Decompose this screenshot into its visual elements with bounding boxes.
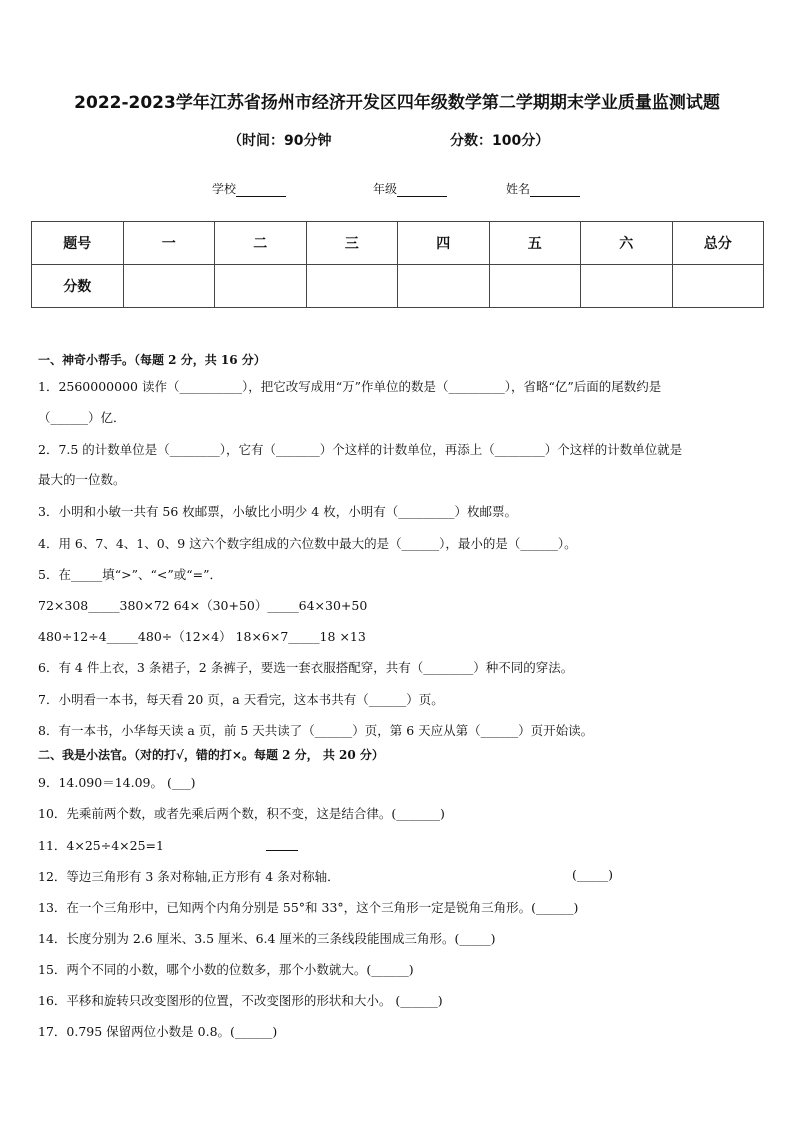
- grade-field: [373, 180, 447, 197]
- score-cell: 四: [398, 222, 490, 265]
- school-field: [212, 180, 286, 197]
- answer-blank-11[interactable]: [266, 838, 298, 851]
- grade-blank[interactable]: [397, 184, 447, 197]
- question-line: 11．4×25÷4×25=1: [38, 838, 164, 853]
- exam-score: 分数：100分）: [450, 133, 550, 149]
- question-line: 最大的一位数。: [38, 472, 126, 487]
- question-line: 15．两个不同的小数，哪个小数的位数多，那个小数就大。(______): [38, 962, 414, 977]
- question-line: 17．0.795 保留两位小数是 0.8。(______): [38, 1024, 278, 1039]
- question-line: 5．在_____填“>”、“<”或“=”．: [38, 567, 222, 582]
- score-cell: 二: [215, 222, 307, 265]
- score-cell: 题号: [32, 222, 124, 265]
- score-input-cell[interactable]: [215, 265, 307, 308]
- score-table-header-row: [32, 222, 764, 265]
- section-1-heading: 一、神奇小帮手。（每题 2 分，共 16 分）: [38, 353, 266, 367]
- score-input-cell[interactable]: [123, 265, 215, 308]
- question-line: 3．小明和小敏一共有 56 枚邮票，小敏比小明少 4 枚，小明有（_________）枚邮票。: [38, 504, 517, 519]
- answer-blank-12[interactable]: (_____): [572, 867, 614, 882]
- section-2-heading: 二、我是小法官。（对的打√，错的打×。每题 2 分， 共 20 分）: [38, 748, 384, 762]
- score-cell: 六: [581, 222, 673, 265]
- school-blank[interactable]: [236, 184, 286, 197]
- name-label: 姓名: [506, 182, 531, 196]
- school-label: 学校: [212, 182, 237, 196]
- question-line: 13．在一个三角形中，已知两个内角分别是 55°和 33°，这个三角形一定是锐角三角形。(______): [38, 900, 579, 915]
- score-table: [31, 221, 764, 308]
- name-blank[interactable]: [530, 184, 580, 197]
- question-line: 1．2560000000 读作（__________），把它改写成用“万”作单位的数是（_________），省略“亿”后面的尾数约是: [38, 379, 662, 394]
- score-input-cell[interactable]: [306, 265, 398, 308]
- score-row-label: 分数: [32, 265, 124, 308]
- question-line: 12．等边三角形有 3 条对称轴,正方形有 4 条对称轴．: [38, 869, 340, 884]
- name-field: [506, 180, 580, 197]
- question-line: 480÷12÷4_____480÷（12×4） 18×6×7_____18 ×13: [38, 629, 366, 644]
- question-line: 2．7.5 的计数单位是（________），它有（_______）个这样的计数单位，再添上（________）个这样的计数单位就是: [38, 442, 683, 457]
- question-line: 6．有 4 件上衣，3 条裙子，2 条裤子，要选一套衣服搭配穿，共有（________）种不同的穿法。: [38, 660, 574, 675]
- score-input-cell[interactable]: [398, 265, 490, 308]
- score-cell: 总分: [672, 222, 764, 265]
- question-line: 10．先乘前两个数，或者先乘后两个数，积不变，这是结合律。(_______): [38, 806, 445, 821]
- exam-time: （时间：90分钟: [228, 133, 332, 149]
- score-input-cell[interactable]: [581, 265, 673, 308]
- question-line: 4．用 6、7、4、1、0、9 这六个数字组成的六位数中最大的是（______），最小的是（______）。: [38, 536, 577, 551]
- grade-label: 年级: [373, 182, 398, 196]
- score-cell: 三: [306, 222, 398, 265]
- page-title: 2022-2023学年江苏省扬州市经济开发区四年级数学第二学期期末学业质量监测试题: [74, 93, 720, 113]
- score-input-cell[interactable]: [489, 265, 581, 308]
- score-cell: 一: [123, 222, 215, 265]
- question-line: 16．平移和旋转只改变图形的位置，不改变图形的形状和大小。 (______): [38, 993, 443, 1008]
- question-line: 72×308_____380×72 64×（30+50）_____64×30+50: [38, 598, 368, 613]
- score-cell: 五: [489, 222, 581, 265]
- score-table-score-row: [32, 265, 764, 308]
- question-line: 9．14.090＝14.09。 (___): [38, 775, 196, 790]
- question-line: （______）亿．: [38, 410, 126, 425]
- question-line: 8．有一本书，小华每天读 a 页，前 5 天共读了（______）页，第 6 天应从第（______）页开始读。: [38, 723, 594, 738]
- score-input-cell[interactable]: [672, 265, 764, 308]
- question-line: 7．小明看一本书，每天看 20 页，a 天看完，这本书共有（______）页。: [38, 692, 444, 707]
- question-line: 14．长度分别为 2.6 厘米、3.5 厘米、6.4 厘米的三条线段能围成三角形。(_____): [38, 931, 496, 946]
